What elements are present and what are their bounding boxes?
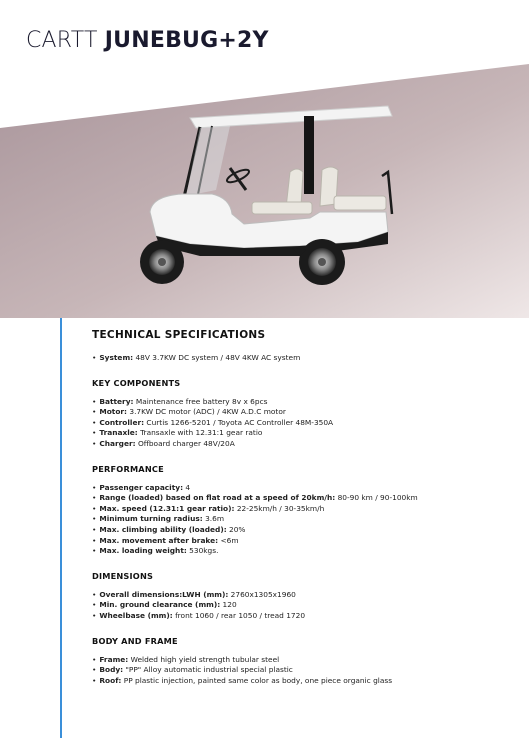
spec-value: 4 — [183, 482, 191, 492]
spec-value: "PP" Alloy automatic industrial special plastic — [123, 665, 293, 675]
brand-name: CARTT — [26, 28, 98, 53]
spec-row — [92, 655, 512, 666]
bullet: • — [92, 428, 97, 438]
section-title-performance: PERFORMANCE — [92, 463, 164, 474]
spec-label: Max. loading weight: — [99, 546, 187, 556]
spec-row — [92, 397, 512, 408]
spec-value: 3.6m — [202, 514, 225, 524]
spec-row — [92, 418, 512, 429]
bullet: • — [92, 503, 97, 513]
spec-label: Motor: — [99, 407, 128, 417]
bullet: • — [92, 482, 97, 492]
spec-value: <6m — [218, 535, 239, 545]
spec-row — [92, 536, 512, 547]
spec-value: 80-90 km / 90-100km — [335, 493, 418, 503]
spec-row — [92, 428, 512, 439]
spec-value: 2760x1305x1960 — [228, 589, 296, 599]
spec-row — [92, 483, 512, 494]
spec-value: PP plastic injection, painted same color as body, one piece organic glass — [121, 675, 393, 685]
bullet: • — [92, 610, 97, 620]
bullet: • — [92, 665, 97, 675]
section-title-key-components: KEY COMPONENTS — [92, 377, 181, 388]
spec-row — [92, 611, 512, 622]
spec-value: 120 — [220, 600, 237, 610]
spec-value: 48V 3.7KW DC system / 48V 4KW AC system — [133, 353, 301, 362]
bullet: • — [92, 417, 97, 427]
technical-specifications — [92, 324, 512, 686]
spec-label: Minimum turning radius: — [99, 514, 203, 524]
spec-row — [92, 600, 512, 611]
spec-label: Roof: — [99, 675, 122, 685]
spec-row-system — [92, 353, 512, 364]
model-name: JUNEBUG+2Y — [104, 28, 269, 53]
spec-value: 22-25km/h / 30-35km/h — [234, 503, 325, 513]
spec-row — [92, 493, 512, 504]
accent-line — [60, 318, 62, 738]
spec-label: Charger: — [99, 438, 136, 448]
spec-title: TECHNICAL SPECIFICATIONS — [92, 329, 266, 341]
spec-value: Maintenance free battery 8v x 6pcs — [133, 396, 268, 406]
spec-row — [92, 590, 512, 601]
spec-value: Curtis 1266-5201 / Toyota AC Controller 48M-350A — [144, 417, 334, 427]
spec-value: 3.7KW DC motor (ADC) / 4KW A.D.C motor — [127, 407, 286, 417]
spec-row — [92, 665, 512, 676]
bullet: • — [92, 493, 97, 503]
spec-row — [92, 514, 512, 525]
bullet: • — [92, 514, 97, 524]
spec-label: Max. speed (12.31:1 gear ratio): — [99, 503, 235, 513]
spec-row — [92, 525, 512, 536]
spec-label: Min. ground clearance (mm): — [99, 600, 221, 610]
spec-label: Max. climbing ability (loaded): — [99, 524, 227, 534]
spec-value: 530kgs. — [186, 546, 219, 556]
bullet: • — [92, 438, 97, 448]
spec-label: Max. movement after brake: — [99, 535, 219, 545]
spec-value: Offboard charger 48V/20A — [135, 438, 235, 448]
spec-label: Range (loaded) based on flat road at a speed of 20km/h: — [99, 493, 336, 503]
bullet: • — [92, 396, 97, 406]
bullet: • — [92, 546, 97, 556]
spec-label: Tranaxle: — [99, 428, 138, 438]
background-band — [0, 64, 529, 318]
spec-row — [92, 504, 512, 515]
spec-value: front 1060 / rear 1050 / tread 1720 — [172, 610, 306, 620]
bullet: • — [92, 654, 97, 664]
bullet: • — [92, 589, 97, 599]
spec-row — [92, 676, 512, 687]
spec-label: Controller: — [99, 417, 145, 427]
spec-row — [92, 407, 512, 418]
section-title-dimensions: DIMENSIONS — [92, 570, 154, 581]
bullet: • — [92, 407, 97, 417]
spec-label: Frame: — [99, 654, 129, 664]
bullet: • — [92, 353, 97, 362]
bullet: • — [92, 524, 97, 534]
hero-band — [0, 0, 529, 320]
bullet: • — [92, 600, 97, 610]
spec-label: Passenger capacity: — [99, 482, 184, 492]
spec-label: Overall dimensions:LWH (mm): — [99, 589, 229, 599]
spec-row — [92, 546, 512, 557]
spec-label: Wheelbase (mm): — [99, 610, 173, 620]
spec-label: System: — [99, 353, 134, 362]
bullet: • — [92, 675, 97, 685]
section-title-body-and-frame: BODY AND FRAME — [92, 635, 178, 646]
spec-value: 20% — [226, 524, 246, 534]
bullet: • — [92, 535, 97, 545]
spec-value: Welded high yield strength tubular steel — [128, 654, 280, 664]
spec-value: Transaxle with 12.31:1 gear ratio — [137, 428, 263, 438]
spec-row — [92, 439, 512, 450]
spec-label: Battery: — [99, 396, 134, 406]
spec-label: Body: — [99, 665, 124, 675]
